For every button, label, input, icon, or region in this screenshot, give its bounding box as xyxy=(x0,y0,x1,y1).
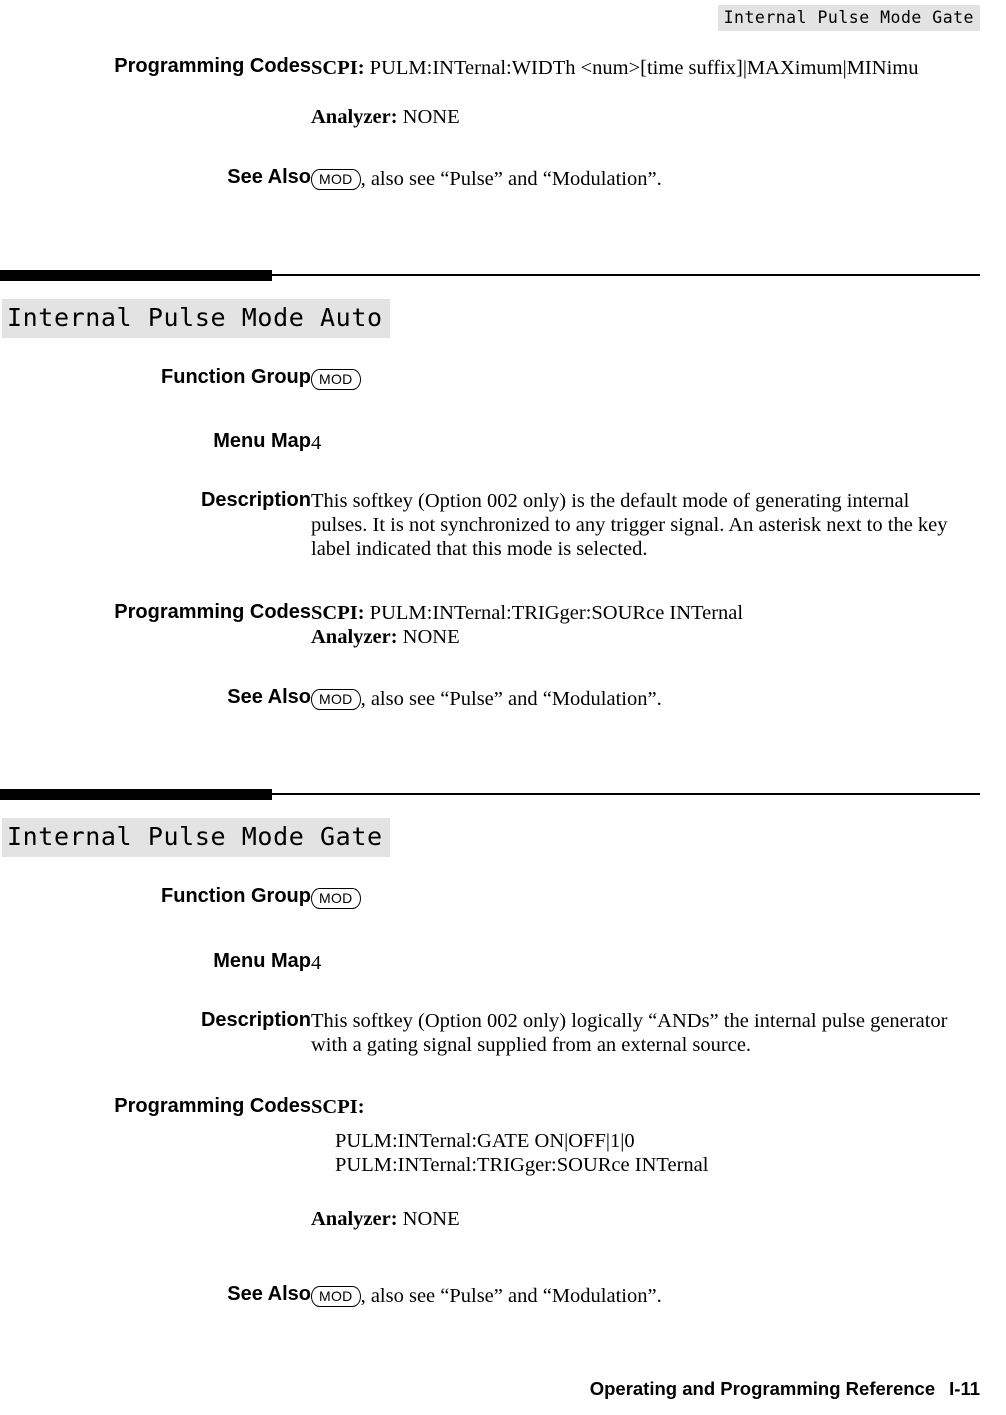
row-content xyxy=(311,366,1006,392)
scpi-line xyxy=(311,601,1006,625)
row-content: 4 xyxy=(311,952,322,974)
see-also-text: , also see “Pulse” and “Modulation”. xyxy=(360,168,662,190)
row-label: Programming Codes xyxy=(114,55,311,77)
row-content xyxy=(311,55,1006,130)
analyzer-line xyxy=(311,1207,1006,1231)
analyzer-label: Analyzer: xyxy=(311,626,398,648)
scpi-label: SCPI: xyxy=(311,57,365,79)
row-label: Function Group xyxy=(161,885,311,907)
see-also-text: , also see “Pulse” and “Modulation”. xyxy=(360,688,662,710)
section-title-auto: Internal Pulse Mode Auto xyxy=(2,299,390,338)
row-content xyxy=(311,1283,1006,1309)
section-rule xyxy=(0,789,1006,800)
row-label: Menu Map xyxy=(213,950,311,972)
row-label: See Also xyxy=(227,686,311,708)
row-label: Programming Codes xyxy=(114,601,311,623)
rule-thin xyxy=(272,274,980,276)
analyzer-value: NONE xyxy=(397,106,460,128)
scpi-label: SCPI: xyxy=(311,602,365,624)
row-content xyxy=(311,686,1006,712)
row-content xyxy=(311,601,1006,649)
analyzer-value: NONE xyxy=(397,626,460,648)
scpi-value: PULM:INTernal:WIDTh <num>[time suffix]|MAXimum|MINimu xyxy=(364,57,919,79)
row-label: Description xyxy=(200,489,311,511)
see-also-text: , also see “Pulse” and “Modulation”. xyxy=(360,1285,662,1307)
row-content xyxy=(311,166,1006,192)
mod-hardkey[interactable]: MOD xyxy=(311,369,361,390)
row-label: Function Group xyxy=(161,366,311,388)
analyzer-value: NONE xyxy=(397,1208,460,1230)
analyzer-label: Analyzer: xyxy=(311,106,398,128)
mod-hardkey[interactable]: MOD xyxy=(311,888,361,909)
rule-thick xyxy=(0,789,272,800)
rule-thick xyxy=(0,270,272,281)
row-label: Description xyxy=(200,1009,311,1031)
section-rule xyxy=(0,270,1006,281)
row-content: This softkey (Option 002 only) logically “ANDs” the internal pulse generator with a gating signal supplied from an external source. xyxy=(311,1010,948,1056)
row-content xyxy=(311,885,1006,911)
section-title-gate: Internal Pulse Mode Gate xyxy=(2,818,390,857)
row-label: See Also xyxy=(227,1283,311,1305)
mod-hardkey[interactable]: MOD xyxy=(311,169,361,190)
analyzer-line xyxy=(311,625,1006,649)
mod-hardkey[interactable]: MOD xyxy=(311,689,361,710)
scpi-value: PULM:INTernal:TRIGger:SOURce INTernal xyxy=(364,602,744,624)
running-header: Internal Pulse Mode Gate xyxy=(718,5,980,31)
row-label: Menu Map xyxy=(213,430,311,452)
scpi-label: SCPI: xyxy=(311,1096,365,1118)
row-label: See Also xyxy=(227,166,311,188)
page-footer xyxy=(590,1378,980,1400)
footer-page-number: I-11 xyxy=(949,1378,980,1399)
row-content xyxy=(311,1095,1006,1231)
mod-hardkey[interactable]: MOD xyxy=(311,1286,361,1307)
scpi-label-line xyxy=(311,1095,1006,1119)
row-label: Programming Codes xyxy=(114,1095,311,1117)
row-content: 4 xyxy=(311,432,322,454)
scpi-line xyxy=(311,55,1006,81)
row-content: This softkey (Option 002 only) is the default mode of generating internal pulses. It is not synchronized to any trigger signal. An asterisk next to the key label indicated that this mode is selected. xyxy=(311,490,948,560)
analyzer-line xyxy=(311,104,1006,130)
rule-thin xyxy=(272,793,980,795)
scpi-command-1: PULM:INTernal:GATE ON|OFF|1|0 xyxy=(335,1130,635,1152)
scpi-command-2: PULM:INTernal:TRIGger:SOURce INTernal xyxy=(335,1154,709,1176)
analyzer-label: Analyzer: xyxy=(311,1208,398,1230)
footer-title: Operating and Programming Reference xyxy=(589,1378,936,1399)
